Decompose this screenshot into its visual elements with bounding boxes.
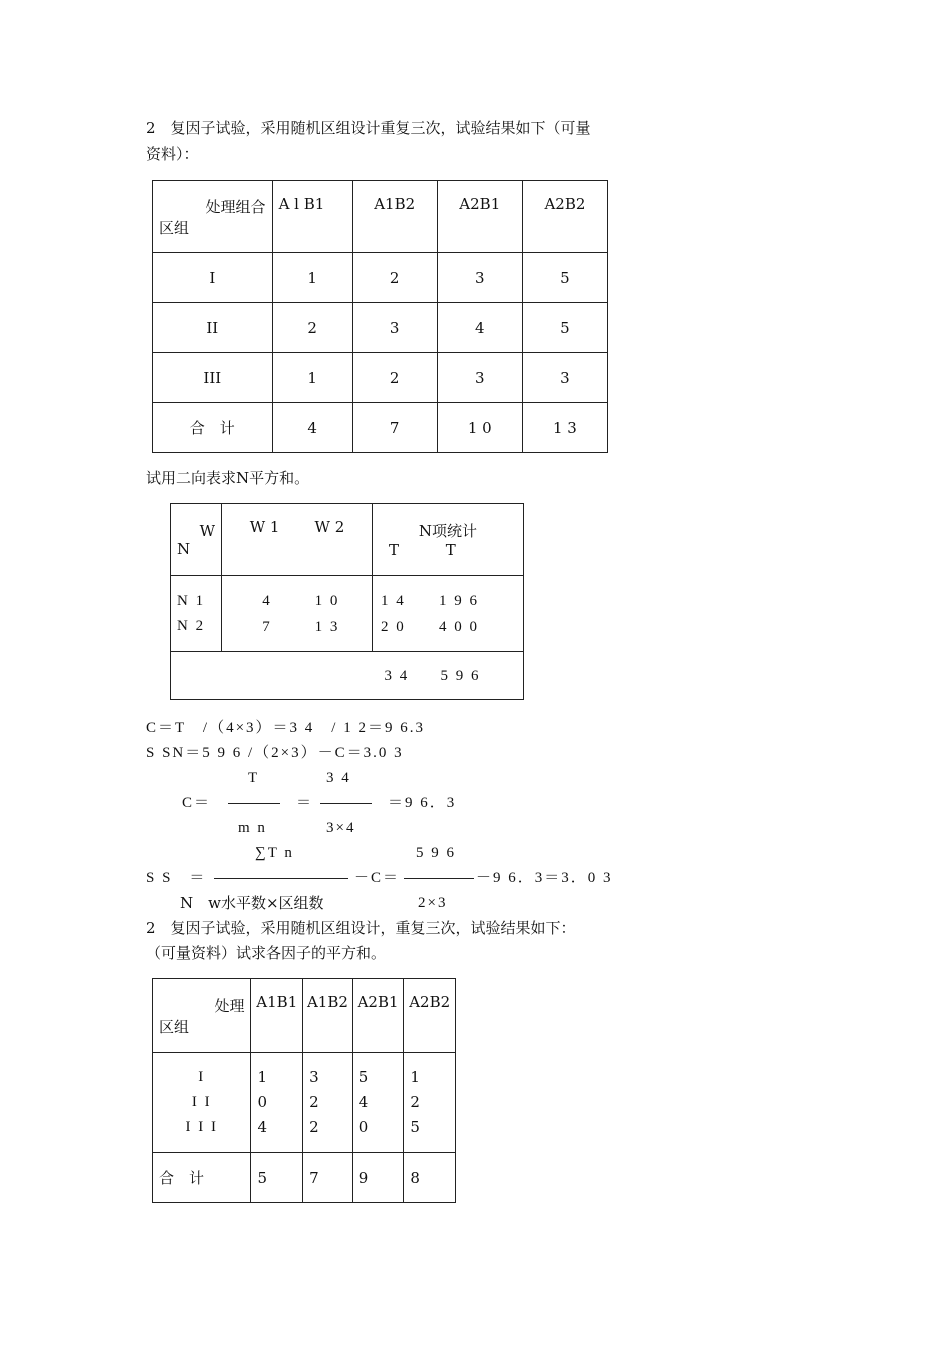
table-2-n-stat-header: N项统计 T T <box>373 504 524 576</box>
cell: 2 <box>272 303 352 353</box>
table-3 <box>152 978 456 1203</box>
table-3-col-header: A1B2 <box>303 979 353 1053</box>
cell: 4 <box>272 403 352 453</box>
table-1-corner-header: 处理组合 区组 <box>153 181 273 253</box>
t-values: 1 4 1 9 6 2 0 4 0 0 <box>373 576 524 652</box>
table-2-corner-header: W N <box>171 504 222 576</box>
cell: 9 <box>352 1153 404 1203</box>
ss-result: －9 6．3＝3．0 3 <box>476 870 613 886</box>
cell: 7 <box>303 1153 353 1203</box>
total-blank <box>171 652 373 700</box>
problem2-line1: 2 复因子试验，采用随机区组设计，重复三次，试验结果如下： <box>146 919 576 937</box>
row-labels: I I I I I I <box>153 1053 251 1153</box>
row-label: 合 计 <box>153 403 273 453</box>
table-1-col-header: A1B2 <box>352 181 437 253</box>
cell: 1 <box>272 353 352 403</box>
ss-num2: 5 9 6 <box>416 845 456 861</box>
cell: 5 <box>251 1153 303 1203</box>
cell: 2 <box>352 353 437 403</box>
table-row <box>153 303 608 353</box>
ss-label: S S ＝ <box>146 870 207 886</box>
table-row <box>153 353 608 403</box>
cell: 2 <box>352 253 437 303</box>
fraction-bar <box>320 803 372 804</box>
table-row <box>153 1053 456 1153</box>
col-values: 1 0 4 <box>251 1053 303 1153</box>
cell: 3 <box>352 303 437 353</box>
table-1-col-header: A l B1 <box>272 181 352 253</box>
fraction-bar <box>404 878 474 879</box>
c-frac-label: C＝ <box>182 795 212 811</box>
cell: 3 <box>437 253 522 303</box>
w-values: 4 1 0 7 1 3 <box>222 576 373 652</box>
problem2-line2: （可量资料）试求各因子的平方和。 <box>146 944 387 962</box>
cell: 5 <box>522 303 607 353</box>
table-1-col-header: A2B2 <box>522 181 607 253</box>
cell: 3 <box>522 353 607 403</box>
ss-den1: N w水平数×区组数 <box>180 894 324 912</box>
table-row <box>171 652 524 700</box>
cell: 1 3 <box>522 403 607 453</box>
cell: 3 <box>437 353 522 403</box>
ss-mid: －C＝ <box>354 870 401 886</box>
c-frac-num1: T <box>248 770 260 786</box>
table-2 <box>170 503 524 700</box>
cell: 1 <box>272 253 352 303</box>
col-values: 5 4 0 <box>352 1053 404 1153</box>
cell: 8 <box>404 1153 456 1203</box>
row-labels: N 1 N 2 <box>171 576 222 652</box>
col-values: 3 2 2 <box>303 1053 353 1153</box>
formula-c-line: C＝T /（4×3）＝3 4 / 1 2＝9 6.3 <box>146 720 425 736</box>
cell: 5 <box>522 253 607 303</box>
fraction-bar <box>228 803 280 804</box>
table-row <box>153 253 608 303</box>
cell: 4 <box>437 303 522 353</box>
table-3-corner-header: 处理 区组 <box>153 979 251 1053</box>
row-label: I <box>153 253 273 303</box>
table-3-col-header: A2B1 <box>352 979 404 1053</box>
problem1-line1: 2 复因子试验，采用随机区组设计重复三次，试验结果如下（可量 <box>146 119 591 137</box>
c-frac-result: ＝9 6．3 <box>388 795 457 811</box>
table-1 <box>152 180 608 453</box>
table-row <box>153 403 608 453</box>
table-3-col-header: A1B1 <box>251 979 303 1053</box>
cell: 7 <box>352 403 437 453</box>
c-frac-den2: 3×4 <box>326 820 356 836</box>
row-label: II <box>153 303 273 353</box>
ss-num1: ∑T n <box>255 845 294 861</box>
table-2-w-header: W 1 W 2 <box>222 504 373 576</box>
instruction-text: 试用二向表求N平方和。 <box>146 469 310 487</box>
problem1-line2: 资料）： <box>146 145 199 163</box>
col-values: 1 2 5 <box>404 1053 456 1153</box>
table-3-col-header: A2B2 <box>404 979 456 1053</box>
c-frac-eq: ＝ <box>296 795 314 811</box>
fraction-bar <box>214 878 348 879</box>
table-1-col-header: A2B1 <box>437 181 522 253</box>
formula-ssn-line: S SN＝5 9 6 /（2×3）－C＝3.0 3 <box>146 745 404 761</box>
table-row <box>171 576 524 652</box>
table-row <box>153 1153 456 1203</box>
total-values: 3 4 5 9 6 <box>373 652 524 700</box>
c-frac-den1: m n <box>238 820 267 836</box>
c-frac-num2: 3 4 <box>326 770 351 786</box>
row-label: III <box>153 353 273 403</box>
ss-den2: 2×3 <box>418 895 448 911</box>
total-label: 合 计 <box>153 1153 251 1203</box>
cell: 1 0 <box>437 403 522 453</box>
